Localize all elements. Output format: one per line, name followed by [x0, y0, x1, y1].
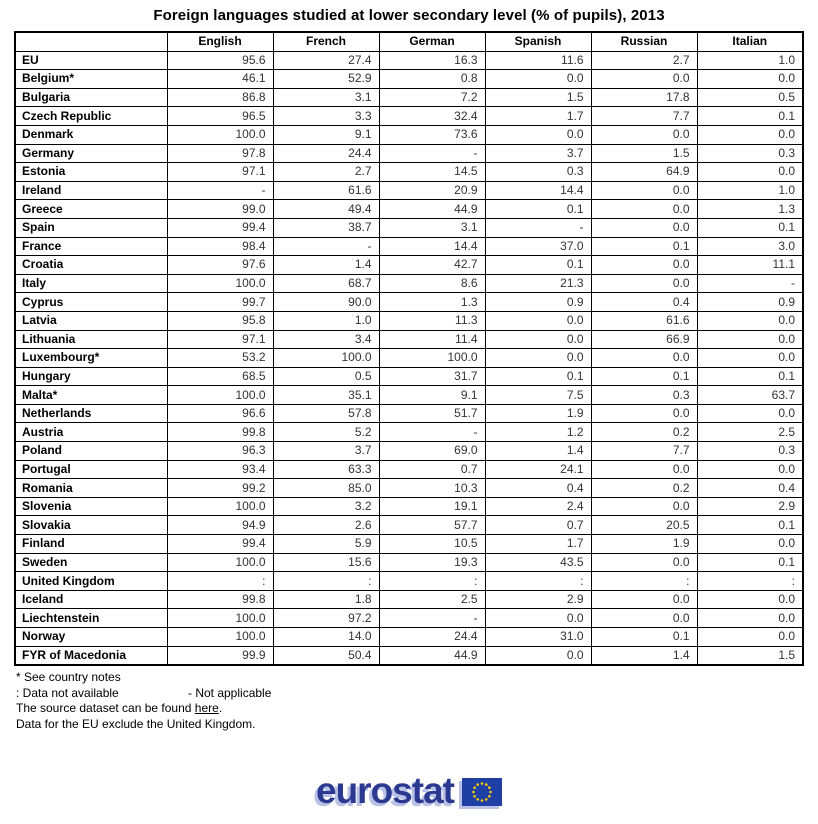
- language-table: [14, 31, 804, 666]
- value-cell: 93.4: [167, 460, 273, 479]
- value-cell: 90.0: [273, 293, 379, 312]
- value-cell: 10.3: [379, 479, 485, 498]
- value-cell: 46.1: [167, 70, 273, 89]
- country-cell: Malta*: [15, 386, 167, 405]
- value-cell: 0.7: [379, 460, 485, 479]
- value-cell: 0.0: [697, 628, 803, 647]
- country-cell: Slovakia: [15, 516, 167, 535]
- value-cell: 1.9: [485, 404, 591, 423]
- value-cell: 0.0: [591, 349, 697, 368]
- value-cell: 0.0: [591, 497, 697, 516]
- value-cell: 0.1: [485, 256, 591, 275]
- value-cell: 1.3: [379, 293, 485, 312]
- value-cell: 66.9: [591, 330, 697, 349]
- value-cell: 1.0: [697, 181, 803, 200]
- value-cell: -: [379, 423, 485, 442]
- table-row: [15, 51, 803, 70]
- value-cell: 57.8: [273, 404, 379, 423]
- value-cell: 3.3: [273, 107, 379, 126]
- column-header-french: French: [273, 32, 379, 51]
- value-cell: 100.0: [273, 349, 379, 368]
- value-cell: 96.5: [167, 107, 273, 126]
- value-cell: 50.4: [273, 646, 379, 665]
- value-cell: 0.0: [697, 70, 803, 89]
- footnote-source-period: .: [218, 701, 223, 716]
- value-cell: 0.0: [485, 125, 591, 144]
- value-cell: 3.7: [485, 144, 591, 163]
- value-cell: 7.5: [485, 386, 591, 405]
- country-cell: France: [15, 237, 167, 256]
- table-row: [15, 144, 803, 163]
- value-cell: 1.4: [591, 646, 697, 665]
- value-cell: 0.0: [697, 125, 803, 144]
- value-cell: 0.1: [591, 367, 697, 386]
- value-cell: 7.7: [591, 107, 697, 126]
- value-cell: 0.0: [591, 200, 697, 219]
- value-cell: 94.9: [167, 516, 273, 535]
- value-cell: 3.2: [273, 497, 379, 516]
- country-cell: Liechtenstein: [15, 609, 167, 628]
- eurostat-logo: [0, 772, 818, 809]
- value-cell: -: [485, 218, 591, 237]
- table-row: [15, 181, 803, 200]
- value-cell: 0.0: [697, 311, 803, 330]
- value-cell: 100.0: [167, 497, 273, 516]
- value-cell: 14.4: [485, 181, 591, 200]
- value-cell: 44.9: [379, 646, 485, 665]
- value-cell: 1.7: [485, 107, 591, 126]
- value-cell: 0.1: [697, 553, 803, 572]
- value-cell: 3.7: [273, 442, 379, 461]
- value-cell: 97.6: [167, 256, 273, 275]
- value-cell: 1.0: [697, 51, 803, 70]
- value-cell: 1.4: [485, 442, 591, 461]
- country-cell: Poland: [15, 442, 167, 461]
- value-cell: 99.2: [167, 479, 273, 498]
- table-row: [15, 70, 803, 89]
- value-cell: 0.0: [697, 349, 803, 368]
- value-cell: 0.4: [697, 479, 803, 498]
- column-header-italian: Italian: [697, 32, 803, 51]
- value-cell: 20.9: [379, 181, 485, 200]
- table-row: [15, 497, 803, 516]
- value-cell: :: [379, 572, 485, 591]
- value-cell: 53.2: [167, 349, 273, 368]
- table-row: [15, 163, 803, 182]
- value-cell: 0.1: [697, 218, 803, 237]
- value-cell: 99.0: [167, 200, 273, 219]
- country-cell: Belgium*: [15, 70, 167, 89]
- country-cell: Greece: [15, 200, 167, 219]
- value-cell: 49.4: [273, 200, 379, 219]
- table-row: [15, 442, 803, 461]
- value-cell: 69.0: [379, 442, 485, 461]
- value-cell: -: [379, 144, 485, 163]
- value-cell: 17.8: [591, 88, 697, 107]
- value-cell: 8.6: [379, 274, 485, 293]
- value-cell: 0.0: [485, 330, 591, 349]
- value-cell: 0.0: [697, 535, 803, 554]
- value-cell: 44.9: [379, 200, 485, 219]
- value-cell: 37.0: [485, 237, 591, 256]
- value-cell: 14.0: [273, 628, 379, 647]
- value-cell: 86.8: [167, 88, 273, 107]
- value-cell: 100.0: [167, 609, 273, 628]
- value-cell: 0.1: [591, 628, 697, 647]
- value-cell: 61.6: [273, 181, 379, 200]
- table-body: [15, 51, 803, 665]
- value-cell: 1.5: [485, 88, 591, 107]
- value-cell: 0.4: [591, 293, 697, 312]
- country-cell: Bulgaria: [15, 88, 167, 107]
- table-header-row: [15, 32, 803, 51]
- value-cell: 0.0: [485, 349, 591, 368]
- value-cell: 0.0: [591, 553, 697, 572]
- value-cell: 9.1: [379, 386, 485, 405]
- value-cell: 24.4: [379, 628, 485, 647]
- value-cell: 2.4: [485, 497, 591, 516]
- table-row: [15, 535, 803, 554]
- value-cell: 63.7: [697, 386, 803, 405]
- value-cell: 61.6: [591, 311, 697, 330]
- value-cell: 0.1: [485, 367, 591, 386]
- value-cell: 3.4: [273, 330, 379, 349]
- footnote-country-notes: * See country notes: [16, 670, 121, 685]
- value-cell: 0.0: [697, 609, 803, 628]
- value-cell: 68.7: [273, 274, 379, 293]
- country-cell: Czech Republic: [15, 107, 167, 126]
- value-cell: 0.0: [591, 256, 697, 275]
- value-cell: 2.5: [697, 423, 803, 442]
- value-cell: 19.1: [379, 497, 485, 516]
- value-cell: 11.3: [379, 311, 485, 330]
- value-cell: 1.0: [273, 311, 379, 330]
- column-header-spanish: Spanish: [485, 32, 591, 51]
- footnote-eu-exclusion: Data for the EU exclude the United Kingdom.: [16, 716, 256, 731]
- column-header-russian: Russian: [591, 32, 697, 51]
- table-row: [15, 367, 803, 386]
- value-cell: 38.7: [273, 218, 379, 237]
- table-row: [15, 311, 803, 330]
- value-cell: :: [485, 572, 591, 591]
- value-cell: :: [273, 572, 379, 591]
- value-cell: 0.0: [591, 404, 697, 423]
- table-row: [15, 646, 803, 665]
- table-row: [15, 274, 803, 293]
- table-row: [15, 628, 803, 647]
- value-cell: 1.5: [591, 144, 697, 163]
- value-cell: 97.8: [167, 144, 273, 163]
- footnote-source-text: The source dataset can be found: [16, 701, 195, 716]
- value-cell: 0.3: [591, 386, 697, 405]
- value-cell: 99.9: [167, 646, 273, 665]
- corner-cell: [15, 32, 167, 51]
- value-cell: 0.1: [697, 107, 803, 126]
- value-cell: 100.0: [167, 274, 273, 293]
- value-cell: 1.7: [485, 535, 591, 554]
- value-cell: 52.9: [273, 70, 379, 89]
- value-cell: 97.1: [167, 330, 273, 349]
- value-cell: 51.7: [379, 404, 485, 423]
- value-cell: 31.0: [485, 628, 591, 647]
- value-cell: 63.3: [273, 460, 379, 479]
- value-cell: 0.0: [591, 70, 697, 89]
- value-cell: 96.6: [167, 404, 273, 423]
- country-cell: Iceland: [15, 590, 167, 609]
- table-row: [15, 293, 803, 312]
- value-cell: 0.0: [485, 646, 591, 665]
- country-cell: Netherlands: [15, 404, 167, 423]
- value-cell: 2.9: [697, 497, 803, 516]
- value-cell: 1.9: [591, 535, 697, 554]
- country-cell: Hungary: [15, 367, 167, 386]
- value-cell: 97.2: [273, 609, 379, 628]
- value-cell: 2.9: [485, 590, 591, 609]
- source-dataset-link[interactable]: here: [194, 701, 219, 716]
- country-cell: Slovenia: [15, 497, 167, 516]
- table-row: [15, 460, 803, 479]
- value-cell: 0.0: [485, 609, 591, 628]
- value-cell: 1.3: [697, 200, 803, 219]
- country-cell: United Kingdom: [15, 572, 167, 591]
- value-cell: 98.4: [167, 237, 273, 256]
- value-cell: 14.5: [379, 163, 485, 182]
- value-cell: 32.4: [379, 107, 485, 126]
- value-cell: 11.1: [697, 256, 803, 275]
- value-cell: 0.0: [591, 218, 697, 237]
- value-cell: 31.7: [379, 367, 485, 386]
- value-cell: 95.8: [167, 311, 273, 330]
- country-cell: Latvia: [15, 311, 167, 330]
- value-cell: 99.4: [167, 535, 273, 554]
- country-cell: Finland: [15, 535, 167, 554]
- value-cell: 0.0: [697, 330, 803, 349]
- value-cell: 16.3: [379, 51, 485, 70]
- table-row: [15, 609, 803, 628]
- footnote-not-applicable: - Not applicable: [188, 685, 272, 700]
- country-cell: Luxembourg*: [15, 349, 167, 368]
- value-cell: 85.0: [273, 479, 379, 498]
- value-cell: 0.0: [591, 609, 697, 628]
- value-cell: 73.6: [379, 125, 485, 144]
- value-cell: -: [273, 237, 379, 256]
- value-cell: 3.1: [273, 88, 379, 107]
- country-cell: Romania: [15, 479, 167, 498]
- value-cell: 0.0: [485, 311, 591, 330]
- table-row: [15, 572, 803, 591]
- value-cell: 7.2: [379, 88, 485, 107]
- value-cell: -: [167, 181, 273, 200]
- page-title: Foreign languages studied at lower secondary level (% of pupils), 2013: [153, 7, 665, 24]
- footnote-data-not-available: : Data not available: [16, 685, 119, 700]
- table-row: [15, 125, 803, 144]
- value-cell: 99.8: [167, 590, 273, 609]
- value-cell: 0.1: [591, 237, 697, 256]
- value-cell: 0.0: [697, 404, 803, 423]
- value-cell: 11.4: [379, 330, 485, 349]
- value-cell: 0.0: [591, 590, 697, 609]
- value-cell: 0.0: [591, 460, 697, 479]
- value-cell: 100.0: [167, 386, 273, 405]
- value-cell: 2.7: [591, 51, 697, 70]
- value-cell: -: [379, 609, 485, 628]
- value-cell: 0.0: [591, 181, 697, 200]
- value-cell: 0.1: [697, 367, 803, 386]
- value-cell: 1.4: [273, 256, 379, 275]
- table-row: [15, 237, 803, 256]
- value-cell: 10.5: [379, 535, 485, 554]
- value-cell: -: [697, 274, 803, 293]
- country-cell: Ireland: [15, 181, 167, 200]
- table-row: [15, 200, 803, 219]
- table-row: [15, 404, 803, 423]
- value-cell: :: [591, 572, 697, 591]
- value-cell: 0.8: [379, 70, 485, 89]
- value-cell: 43.5: [485, 553, 591, 572]
- value-cell: 0.1: [485, 200, 591, 219]
- value-cell: 0.0: [697, 460, 803, 479]
- value-cell: 24.1: [485, 460, 591, 479]
- value-cell: 1.8: [273, 590, 379, 609]
- table-row: [15, 516, 803, 535]
- value-cell: 5.2: [273, 423, 379, 442]
- country-cell: Estonia: [15, 163, 167, 182]
- value-cell: :: [697, 572, 803, 591]
- value-cell: 7.7: [591, 442, 697, 461]
- value-cell: 19.3: [379, 553, 485, 572]
- country-cell: Lithuania: [15, 330, 167, 349]
- country-cell: EU: [15, 51, 167, 70]
- value-cell: 96.3: [167, 442, 273, 461]
- country-cell: Norway: [15, 628, 167, 647]
- table-row: [15, 349, 803, 368]
- country-cell: Spain: [15, 218, 167, 237]
- value-cell: 0.9: [697, 293, 803, 312]
- value-cell: 99.8: [167, 423, 273, 442]
- footnote-source: [16, 701, 818, 717]
- country-cell: Portugal: [15, 460, 167, 479]
- value-cell: 0.0: [591, 125, 697, 144]
- value-cell: 2.7: [273, 163, 379, 182]
- table-row: [15, 107, 803, 126]
- country-cell: Italy: [15, 274, 167, 293]
- value-cell: 1.5: [697, 646, 803, 665]
- country-cell: Croatia: [15, 256, 167, 275]
- value-cell: 1.2: [485, 423, 591, 442]
- value-cell: 0.2: [591, 423, 697, 442]
- column-header-english: English: [167, 32, 273, 51]
- value-cell: 0.2: [591, 479, 697, 498]
- table-row: [15, 256, 803, 275]
- value-cell: 21.3: [485, 274, 591, 293]
- value-cell: 97.1: [167, 163, 273, 182]
- value-cell: 20.5: [591, 516, 697, 535]
- value-cell: 15.6: [273, 553, 379, 572]
- value-cell: 0.0: [591, 274, 697, 293]
- value-cell: 100.0: [167, 553, 273, 572]
- table-row: [15, 330, 803, 349]
- value-cell: :: [167, 572, 273, 591]
- value-cell: 0.4: [485, 479, 591, 498]
- value-cell: 35.1: [273, 386, 379, 405]
- value-cell: 100.0: [167, 628, 273, 647]
- table-row: [15, 218, 803, 237]
- value-cell: 0.5: [697, 88, 803, 107]
- footnote-symbols: [16, 686, 818, 702]
- value-cell: 5.9: [273, 535, 379, 554]
- country-cell: Sweden: [15, 553, 167, 572]
- footnotes: [16, 670, 818, 732]
- value-cell: 0.7: [485, 516, 591, 535]
- value-cell: 0.3: [697, 144, 803, 163]
- value-cell: 3.0: [697, 237, 803, 256]
- country-cell: FYR of Macedonia: [15, 646, 167, 665]
- value-cell: 3.1: [379, 218, 485, 237]
- table-row: [15, 479, 803, 498]
- value-cell: 0.9: [485, 293, 591, 312]
- value-cell: 64.9: [591, 163, 697, 182]
- value-cell: 0.3: [697, 442, 803, 461]
- value-cell: 42.7: [379, 256, 485, 275]
- value-cell: 100.0: [167, 125, 273, 144]
- value-cell: 0.3: [485, 163, 591, 182]
- table-row: [15, 590, 803, 609]
- column-header-german: German: [379, 32, 485, 51]
- value-cell: 24.4: [273, 144, 379, 163]
- value-cell: 100.0: [379, 349, 485, 368]
- value-cell: 0.5: [273, 367, 379, 386]
- table-row: [15, 88, 803, 107]
- value-cell: 57.7: [379, 516, 485, 535]
- value-cell: 9.1: [273, 125, 379, 144]
- value-cell: 68.5: [167, 367, 273, 386]
- value-cell: 2.5: [379, 590, 485, 609]
- country-cell: Cyprus: [15, 293, 167, 312]
- value-cell: 99.4: [167, 218, 273, 237]
- value-cell: 95.6: [167, 51, 273, 70]
- value-cell: 0.0: [485, 70, 591, 89]
- value-cell: 2.6: [273, 516, 379, 535]
- value-cell: 0.1: [697, 516, 803, 535]
- table-row: [15, 386, 803, 405]
- table-row: [15, 423, 803, 442]
- value-cell: 27.4: [273, 51, 379, 70]
- eurostat-logo-text: eurostat: [316, 770, 454, 811]
- country-cell: Austria: [15, 423, 167, 442]
- country-cell: Denmark: [15, 125, 167, 144]
- value-cell: 0.0: [697, 163, 803, 182]
- value-cell: 11.6: [485, 51, 591, 70]
- eu-flag-icon: [462, 778, 502, 806]
- country-cell: Germany: [15, 144, 167, 163]
- table-row: [15, 553, 803, 572]
- value-cell: 0.0: [697, 590, 803, 609]
- value-cell: 99.7: [167, 293, 273, 312]
- value-cell: 14.4: [379, 237, 485, 256]
